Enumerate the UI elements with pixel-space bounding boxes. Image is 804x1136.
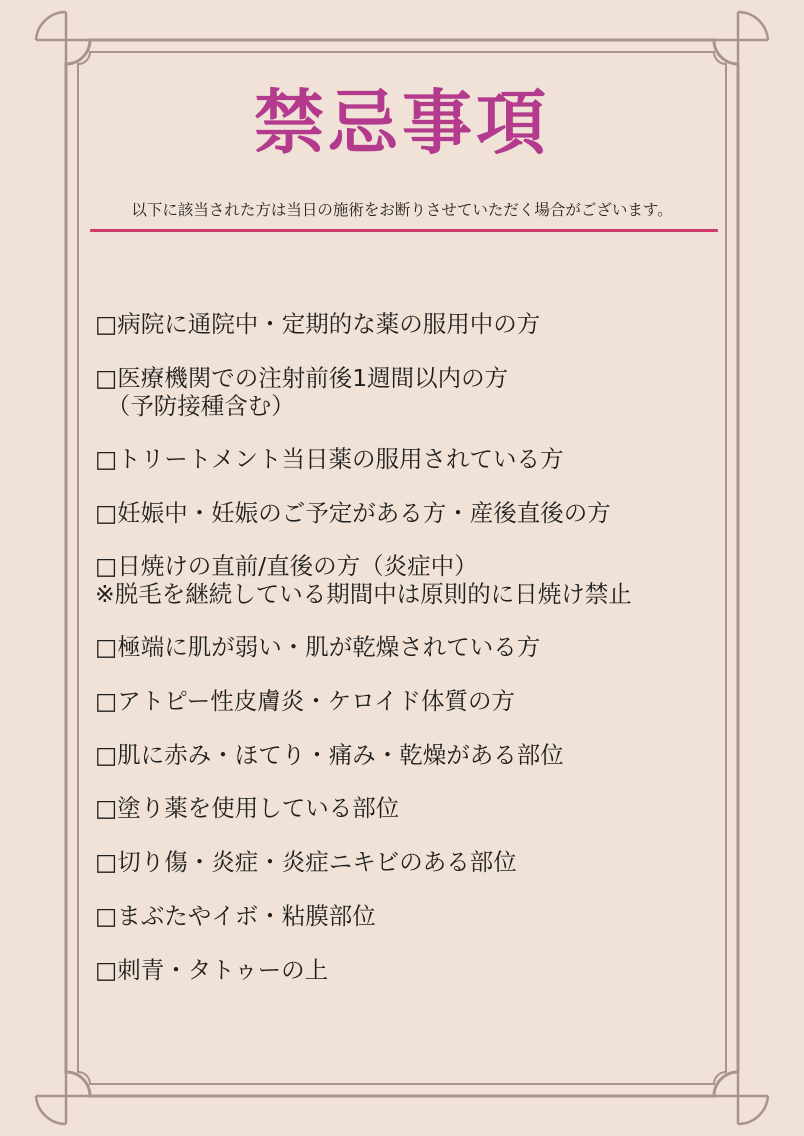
- list-item-text: □アトピー性皮膚炎・ケロイド体質の方: [95, 687, 516, 715]
- list-item-text: □極端に肌が弱い・肌が乾燥されている方: [95, 633, 541, 661]
- list-item-text: □刺青・タトゥーの上: [95, 956, 329, 984]
- list-item: [95, 310, 540, 338]
- page-subtitle: 以下に該当された方は当日の施術をお断りさせていただく場合がございます。: [131, 201, 673, 219]
- page-title: 禁忌事項: [254, 82, 550, 164]
- list-item-text: □塗り薬を使用している部位: [95, 794, 400, 822]
- list-item: [95, 956, 328, 984]
- list-item: [95, 902, 376, 930]
- list-item-text: □切り傷・炎症・炎症ニキビのある部位: [95, 848, 517, 876]
- list-item: [95, 445, 563, 473]
- list-item-text: □肌に赤み・ほてり・痛み・乾燥がある部位: [95, 741, 564, 769]
- list-item-note: （予防接種含む）: [95, 392, 295, 420]
- list-item-text: □日焼けの直前/直後の方（炎症中）: [95, 552, 478, 580]
- list-item-text: □病院に通院中・定期的な薬の服用中の方: [95, 310, 541, 338]
- list-item: [95, 687, 515, 715]
- list-item-text: □医療機関での注射前後1週間以内の方: [95, 364, 509, 392]
- list-item: [95, 499, 611, 527]
- title-divider: [90, 229, 718, 232]
- list-item-note: ※脱毛を継続している期間中は原則的に日焼け禁止: [95, 580, 632, 608]
- list-item-text: □トリートメント当日薬の服用されている方: [95, 445, 564, 473]
- list-item: [95, 741, 564, 769]
- list-item-text: □妊娠中・妊娠のご予定がある方・産後直後の方: [95, 499, 611, 527]
- list-item: [95, 633, 540, 661]
- list-item: [95, 552, 632, 608]
- list-item: [95, 364, 508, 420]
- list-item: [95, 794, 399, 822]
- list-item: [95, 848, 517, 876]
- list-item-text: □まぶたやイボ・粘膜部位: [95, 902, 376, 930]
